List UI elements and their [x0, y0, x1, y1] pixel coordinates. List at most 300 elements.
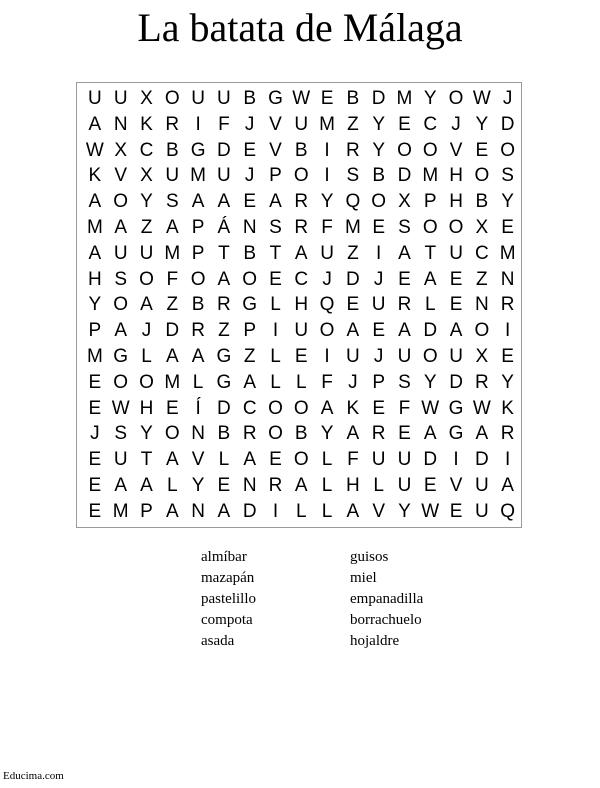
grid-cell[interactable]: E — [501, 216, 514, 238]
grid-cell[interactable]: I — [505, 449, 511, 471]
grid-cell[interactable]: O — [474, 165, 490, 187]
grid-cell[interactable]: E — [88, 397, 102, 419]
grid-cell[interactable]: O — [268, 397, 283, 419]
grid-cell[interactable]: O — [293, 397, 309, 419]
grid-cell[interactable]: O — [113, 191, 129, 213]
grid-cell[interactable]: C — [423, 113, 438, 135]
grid-cell[interactable]: A — [294, 474, 308, 496]
grid-cell[interactable]: L — [321, 449, 333, 471]
grid-cell[interactable]: M — [319, 113, 335, 135]
grid-cell[interactable]: A — [165, 216, 179, 238]
grid-cell[interactable]: A — [346, 423, 360, 445]
grid-cell[interactable]: A — [88, 113, 102, 135]
grid-cell[interactable]: A — [423, 423, 437, 445]
grid-cell[interactable]: L — [373, 474, 384, 496]
grid-cell[interactable]: U — [113, 242, 128, 264]
grid-cell[interactable]: O — [500, 139, 516, 161]
grid-cell[interactable]: X — [140, 165, 153, 187]
grid-cell[interactable]: D — [217, 139, 231, 161]
grid-cell[interactable]: B — [243, 242, 257, 264]
grid-cell[interactable]: F — [166, 268, 179, 290]
grid-cell[interactable]: B — [294, 423, 308, 445]
grid-cell[interactable]: P — [140, 500, 153, 522]
grid-cell[interactable]: A — [217, 500, 231, 522]
grid-cell[interactable]: E — [372, 397, 385, 419]
grid-cell[interactable]: A — [320, 397, 334, 419]
grid-cell[interactable]: U — [397, 474, 412, 496]
grid-cell[interactable]: J — [244, 165, 255, 187]
grid-cell[interactable]: A — [449, 320, 463, 342]
grid-cell[interactable]: E — [88, 371, 102, 393]
grid-cell[interactable]: J — [373, 345, 384, 367]
grid-cell[interactable]: O — [164, 423, 180, 445]
grid-cell[interactable]: R — [500, 294, 515, 316]
grid-cell[interactable]: A — [114, 474, 128, 496]
grid-cell[interactable]: U — [113, 88, 128, 109]
letter-grid — [82, 86, 521, 525]
grid-cell[interactable]: Í — [195, 397, 201, 419]
grid-cell[interactable]: E — [449, 500, 463, 522]
grid-cell[interactable]: F — [218, 113, 230, 135]
grid-cell[interactable]: T — [424, 242, 437, 264]
grid-cell[interactable]: D — [346, 268, 360, 290]
grid-cell[interactable]: B — [346, 88, 360, 109]
grid-cell[interactable]: U — [397, 449, 412, 471]
grid-cell[interactable]: V — [114, 165, 128, 187]
grid-cell[interactable]: P — [243, 320, 257, 342]
grid-cell[interactable]: D — [371, 88, 386, 109]
grid-cell[interactable]: U — [294, 113, 309, 135]
grid-cell[interactable]: W — [85, 139, 104, 161]
grid-cell[interactable]: E — [165, 397, 179, 419]
grid-cell[interactable]: A — [243, 449, 257, 471]
grid-cell[interactable]: Y — [423, 371, 437, 393]
grid-cell[interactable]: I — [324, 165, 330, 187]
grid-cell[interactable]: M — [344, 216, 361, 238]
grid-cell[interactable]: E — [269, 449, 282, 471]
grid-cell[interactable]: S — [501, 165, 514, 187]
grid-cell[interactable]: Z — [140, 216, 153, 238]
grid-cell[interactable]: A — [243, 371, 257, 393]
grid-cell[interactable]: N — [191, 500, 205, 522]
grid-cell[interactable]: V — [449, 139, 463, 161]
grid-cell[interactable]: M — [112, 500, 129, 522]
grid-cell[interactable]: Y — [398, 500, 411, 522]
grid-cell[interactable]: R — [217, 294, 231, 316]
word-list-item: compota — [201, 612, 253, 628]
grid-cell[interactable]: I — [505, 320, 511, 342]
grid-cell[interactable]: E — [88, 474, 102, 496]
grid-cell[interactable]: U — [449, 242, 463, 264]
grid-cell[interactable]: Z — [166, 294, 179, 316]
grid-cell[interactable]: E — [372, 320, 385, 342]
grid-cell[interactable]: Z — [218, 320, 230, 342]
grid-cell[interactable]: C — [474, 242, 489, 264]
grid-cell[interactable]: D — [449, 371, 463, 393]
grid-cell[interactable]: G — [242, 294, 258, 316]
grid-cell[interactable]: L — [424, 294, 436, 316]
grid-cell[interactable]: O — [422, 216, 438, 238]
grid-cell[interactable]: N — [113, 113, 128, 135]
grid-cell[interactable]: E — [88, 449, 102, 471]
grid-cell[interactable]: F — [321, 371, 333, 393]
grid-cell[interactable]: O — [448, 88, 464, 109]
grid-cell[interactable]: S — [114, 268, 128, 290]
grid-cell[interactable]: I — [272, 500, 279, 522]
grid-cell[interactable]: X — [475, 216, 489, 238]
grid-cell[interactable]: M — [86, 345, 103, 367]
grid-cell[interactable]: M — [190, 165, 206, 187]
grid-cell[interactable]: Y — [320, 191, 334, 213]
grid-cell[interactable]: O — [164, 88, 180, 109]
grid-cell[interactable]: S — [269, 216, 282, 238]
word-list-item: asada — [201, 633, 235, 649]
grid-cell[interactable]: E — [398, 268, 411, 290]
grid-cell[interactable]: J — [141, 320, 152, 342]
grid-cell[interactable]: E — [398, 113, 411, 135]
grid-cell[interactable]: G — [448, 423, 464, 445]
grid-cell[interactable]: D — [423, 449, 438, 471]
grid-cell[interactable]: S — [114, 423, 128, 445]
grid-cell[interactable]: U — [113, 449, 128, 471]
grid-cell[interactable]: N — [500, 268, 515, 290]
grid-cell[interactable]: C — [294, 268, 309, 290]
grid-cell[interactable]: E — [501, 345, 514, 367]
grid-cell[interactable]: W — [421, 500, 440, 522]
grid-cell[interactable]: O — [113, 294, 129, 316]
grid-cell[interactable]: A — [398, 320, 411, 342]
grid-cell[interactable]: Z — [476, 268, 488, 290]
grid-cell[interactable]: U — [397, 345, 412, 367]
grid-cell[interactable]: W — [472, 88, 491, 109]
grid-cell[interactable]: B — [243, 88, 257, 109]
grid-cell[interactable]: B — [372, 165, 385, 187]
grid-cell[interactable]: Y — [88, 294, 102, 316]
grid-cell[interactable]: E — [475, 139, 489, 161]
grid-cell[interactable]: E — [449, 294, 463, 316]
grid-cell[interactable]: T — [140, 449, 153, 471]
word-search-board — [76, 82, 522, 528]
grid-cell[interactable]: Z — [347, 113, 359, 135]
grid-cell[interactable]: A — [346, 320, 360, 342]
grid-cell[interactable]: G — [216, 345, 232, 367]
grid-cell[interactable]: U — [294, 320, 309, 342]
grid-cell[interactable]: L — [141, 345, 152, 367]
grid-cell[interactable]: R — [371, 423, 386, 445]
grid-cell[interactable]: H — [139, 397, 154, 419]
grid-cell[interactable]: O — [139, 371, 154, 393]
grid-cell[interactable]: S — [346, 165, 360, 187]
grid-cell[interactable]: E — [320, 88, 334, 109]
grid-cell[interactable]: A — [475, 423, 489, 445]
grid-cell[interactable]: H — [346, 474, 360, 496]
grid-cell[interactable]: X — [114, 139, 128, 161]
grid-cell[interactable]: A — [398, 242, 411, 264]
grid-cell[interactable]: E — [423, 474, 437, 496]
grid-cell[interactable]: O — [448, 216, 464, 238]
grid-cell[interactable]: J — [244, 113, 255, 135]
grid-cell[interactable]: D — [500, 113, 515, 135]
grid-cell[interactable]: P — [423, 191, 437, 213]
grid-cell[interactable]: R — [294, 216, 309, 238]
grid-cell[interactable]: O — [371, 191, 387, 213]
grid-cell[interactable]: O — [397, 139, 412, 161]
grid-cell[interactable]: L — [321, 474, 333, 496]
grid-cell[interactable]: D — [474, 449, 489, 471]
grid-cell[interactable]: F — [321, 216, 333, 238]
grid-cell[interactable]: A — [114, 216, 128, 238]
grid-cell[interactable]: O — [422, 139, 438, 161]
grid-cell[interactable]: P — [269, 165, 282, 187]
grid-cell[interactable]: K — [88, 165, 102, 187]
grid-cell[interactable]: Z — [243, 345, 256, 367]
grid-cell[interactable]: R — [500, 423, 515, 445]
site-credit: Educima.com — [3, 770, 64, 782]
grid-cell[interactable]: G — [190, 139, 206, 161]
grid-cell[interactable]: B — [217, 423, 231, 445]
grid-cell[interactable]: J — [502, 88, 513, 109]
grid-cell[interactable]: L — [192, 371, 204, 393]
grid-cell[interactable]: L — [295, 500, 307, 522]
grid-cell[interactable]: B — [475, 191, 489, 213]
grid-cell[interactable]: U — [474, 500, 489, 522]
grid-cell[interactable]: A — [165, 500, 179, 522]
grid-cell[interactable]: R — [346, 139, 360, 161]
grid-cell[interactable]: H — [449, 165, 463, 187]
grid-cell[interactable]: R — [397, 294, 412, 316]
grid-cell[interactable]: P — [372, 371, 385, 393]
grid-cell[interactable]: H — [449, 191, 463, 213]
grid-cell[interactable]: L — [270, 345, 281, 367]
grid-cell[interactable]: A — [501, 474, 514, 496]
grid-cell[interactable]: O — [242, 268, 258, 290]
grid-cell[interactable]: I — [453, 449, 459, 471]
grid-cell[interactable]: W — [472, 397, 491, 419]
grid-cell[interactable]: T — [269, 242, 282, 264]
grid-cell[interactable]: O — [190, 268, 206, 290]
grid-cell[interactable]: Q — [500, 500, 516, 522]
grid-cell[interactable]: S — [398, 216, 411, 238]
grid-cell[interactable]: X — [140, 88, 153, 109]
grid-cell[interactable]: A — [114, 320, 128, 342]
grid-cell[interactable]: A — [88, 242, 102, 264]
grid-cell[interactable]: D — [397, 165, 412, 187]
word-list-item: empanadilla — [350, 591, 424, 607]
grid-cell[interactable]: N — [474, 294, 489, 316]
grid-cell[interactable]: O — [319, 320, 335, 342]
grid-cell[interactable]: X — [398, 191, 411, 213]
grid-cell[interactable]: I — [324, 345, 330, 367]
grid-cell[interactable]: L — [270, 371, 281, 393]
grid-cell[interactable]: G — [268, 88, 283, 109]
grid-cell[interactable]: Y — [423, 88, 437, 109]
grid-cell[interactable]: B — [191, 294, 205, 316]
grid-cell[interactable]: M — [164, 242, 181, 264]
page-title: La batata de Málaga — [137, 5, 463, 50]
grid-cell[interactable]: C — [139, 139, 154, 161]
grid-cell[interactable]: A — [269, 191, 282, 213]
grid-cell[interactable]: W — [421, 397, 440, 419]
grid-cell[interactable]: J — [348, 371, 358, 393]
grid-cell[interactable]: G — [448, 397, 464, 419]
grid-cell[interactable]: A — [423, 268, 437, 290]
grid-cell[interactable]: O — [474, 320, 490, 342]
grid-cell[interactable]: O — [422, 345, 438, 367]
grid-cell[interactable]: U — [217, 88, 231, 109]
grid-cell[interactable]: R — [474, 371, 489, 393]
grid-cell[interactable]: I — [272, 320, 279, 342]
grid-cell[interactable]: A — [217, 191, 231, 213]
grid-cell[interactable]: Y — [501, 371, 514, 393]
grid-cell[interactable]: I — [324, 139, 330, 161]
grid-cell[interactable]: U — [474, 474, 489, 496]
grid-cell[interactable]: I — [195, 113, 201, 135]
grid-cell[interactable]: E — [88, 500, 102, 522]
grid-cell[interactable]: Y — [372, 113, 385, 135]
grid-cell[interactable]: B — [294, 139, 308, 161]
grid-cell[interactable]: M — [499, 242, 516, 264]
grid-cell[interactable]: R — [268, 474, 283, 496]
grid-cell[interactable]: E — [243, 139, 257, 161]
grid-cell[interactable]: H — [88, 268, 102, 290]
grid-cell[interactable]: G — [216, 371, 232, 393]
grid-cell[interactable]: N — [191, 423, 205, 445]
grid-cell[interactable]: Q — [345, 191, 361, 213]
grid-cell[interactable]: J — [322, 268, 332, 290]
grid-cell[interactable]: Y — [501, 191, 514, 213]
grid-cell[interactable]: J — [90, 423, 100, 445]
grid-cell[interactable]: E — [398, 423, 411, 445]
word-list-item: miel — [350, 570, 377, 586]
grid-cell[interactable]: L — [167, 474, 178, 496]
grid-cell[interactable]: E — [217, 474, 231, 496]
grid-cell[interactable]: E — [294, 345, 308, 367]
grid-cell[interactable]: U — [371, 294, 386, 316]
grid-cell[interactable]: P — [88, 320, 102, 342]
grid-cell[interactable]: M — [164, 371, 181, 393]
grid-cell[interactable]: Y — [140, 191, 153, 213]
grid-cell[interactable]: F — [347, 449, 359, 471]
grid-cell[interactable]: E — [346, 294, 360, 316]
grid-cell[interactable]: L — [270, 294, 281, 316]
grid-cell[interactable]: O — [139, 268, 154, 290]
grid-cell[interactable]: A — [88, 191, 102, 213]
grid-cell[interactable]: Y — [320, 423, 334, 445]
grid-cell[interactable]: P — [191, 242, 205, 264]
grid-cell[interactable]: S — [398, 371, 411, 393]
grid-cell[interactable]: D — [217, 397, 231, 419]
grid-cell[interactable]: U — [191, 88, 205, 109]
grid-cell[interactable]: V — [269, 139, 282, 161]
grid-cell[interactable]: E — [269, 268, 282, 290]
grid-cell[interactable]: A — [165, 449, 179, 471]
grid-cell[interactable]: B — [165, 139, 179, 161]
grid-cell[interactable]: L — [321, 500, 333, 522]
grid-cell[interactable]: L — [218, 449, 230, 471]
grid-cell[interactable]: Q — [319, 294, 335, 316]
grid-cell[interactable]: W — [292, 88, 311, 109]
grid-cell[interactable]: S — [165, 191, 179, 213]
grid-cell[interactable]: Z — [347, 242, 359, 264]
grid-cell[interactable]: U — [217, 165, 231, 187]
grid-cell[interactable]: R — [165, 113, 180, 135]
grid-cell[interactable]: R — [294, 191, 309, 213]
grid-cell[interactable]: O — [293, 165, 309, 187]
grid-cell[interactable]: L — [295, 371, 307, 393]
grid-cell[interactable]: R — [191, 320, 205, 342]
grid-cell[interactable]: D — [423, 320, 438, 342]
grid-cell[interactable]: T — [218, 242, 230, 264]
grid-cell[interactable]: E — [243, 191, 257, 213]
grid-cell[interactable]: V — [269, 113, 282, 135]
grid-cell[interactable]: N — [242, 216, 257, 238]
grid-cell[interactable]: P — [191, 216, 205, 238]
grid-cell[interactable]: A — [294, 242, 308, 264]
grid-cell[interactable]: U — [165, 165, 180, 187]
grid-cell[interactable]: V — [449, 474, 463, 496]
grid-cell[interactable]: X — [475, 345, 489, 367]
grid-cell[interactable]: R — [242, 423, 257, 445]
grid-cell[interactable]: O — [268, 423, 283, 445]
grid-cell[interactable]: Y — [191, 474, 205, 496]
grid-cell[interactable]: Y — [140, 423, 153, 445]
word-list-item: borrachuelo — [350, 612, 422, 628]
grid-cell[interactable]: O — [293, 449, 309, 471]
grid-cell[interactable]: U — [88, 88, 102, 109]
grid-cell[interactable]: U — [346, 345, 360, 367]
grid-cell[interactable]: D — [165, 320, 180, 342]
grid-cell[interactable]: A — [140, 474, 153, 496]
grid-cell[interactable]: E — [449, 268, 463, 290]
word-list-item: mazapán — [201, 570, 255, 586]
grid-cell[interactable]: Y — [372, 139, 385, 161]
grid-cell[interactable]: J — [451, 113, 461, 135]
grid-cell[interactable]: K — [346, 397, 360, 419]
grid-cell[interactable]: J — [373, 268, 384, 290]
grid-cell[interactable]: K — [140, 113, 153, 135]
grid-cell[interactable]: A — [191, 191, 205, 213]
grid-cell[interactable]: N — [242, 474, 257, 496]
grid-cell[interactable]: U — [139, 242, 154, 264]
grid-cell[interactable]: A — [346, 500, 360, 522]
grid-cell[interactable]: D — [242, 500, 257, 522]
grid-cell[interactable]: K — [501, 397, 514, 419]
grid-cell[interactable]: C — [242, 397, 257, 419]
grid-cell[interactable]: M — [396, 88, 413, 109]
word-list-item: pastelillo — [201, 591, 256, 607]
grid-cell[interactable]: O — [113, 371, 129, 393]
grid-cell[interactable]: V — [372, 500, 385, 522]
grid-cell[interactable]: A — [191, 345, 205, 367]
grid-cell[interactable]: A — [140, 294, 153, 316]
grid-cell[interactable]: Y — [475, 113, 489, 135]
grid-cell[interactable]: H — [294, 294, 309, 316]
grid-cell[interactable]: A — [165, 345, 179, 367]
grid-cell[interactable]: A — [217, 268, 231, 290]
grid-cell[interactable]: E — [372, 216, 385, 238]
grid-cell[interactable]: I — [376, 242, 382, 264]
grid-cell[interactable]: U — [320, 242, 334, 264]
grid-cell[interactable]: U — [449, 345, 463, 367]
grid-cell[interactable]: V — [191, 449, 205, 471]
grid-cell[interactable]: M — [422, 165, 439, 187]
grid-cell[interactable]: U — [371, 449, 386, 471]
grid-cell[interactable]: G — [113, 345, 129, 367]
grid-cell[interactable]: F — [398, 397, 411, 419]
grid-cell[interactable]: M — [86, 216, 103, 238]
grid-cell[interactable]: Á — [217, 216, 231, 238]
grid-cell[interactable]: W — [111, 397, 130, 419]
